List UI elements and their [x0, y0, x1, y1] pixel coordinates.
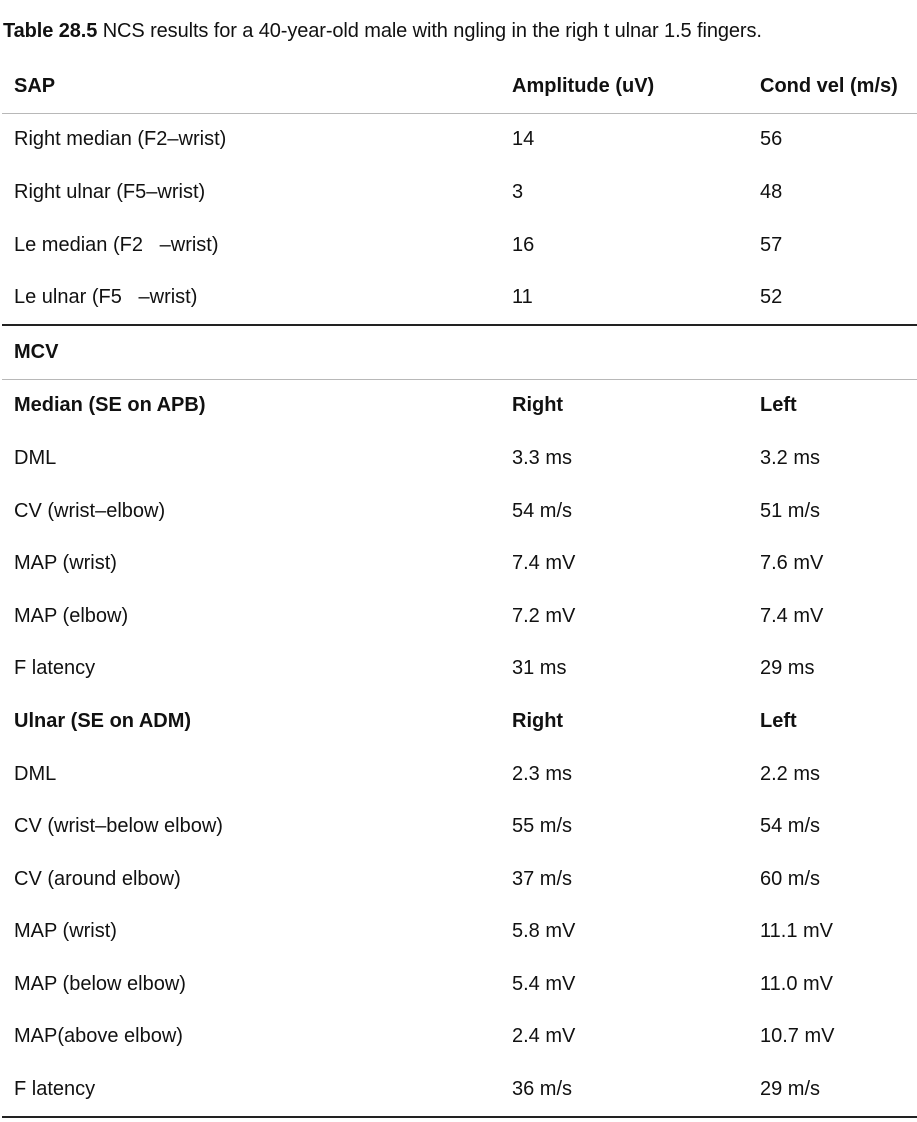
- row-label: F latency: [14, 657, 96, 680]
- cond-vel-value: 48: [760, 180, 783, 203]
- right-value: 37 m/s: [512, 867, 573, 890]
- row-label: F latency: [14, 1078, 96, 1101]
- left-value: 10.7 mV: [760, 1025, 835, 1048]
- table-row: [2, 958, 917, 1011]
- cond-vel-value: 52: [760, 286, 783, 309]
- left-column-header: Left: [760, 709, 797, 732]
- table-row: [2, 748, 917, 801]
- row-label: DML: [14, 446, 57, 469]
- cond-vel-value: 56: [760, 128, 783, 151]
- table-row: [2, 271, 917, 324]
- row-label: MAP (elbow): [14, 604, 129, 627]
- right-value: 5.4 mV: [512, 972, 576, 995]
- right-value: 31 ms: [512, 657, 567, 680]
- amplitude-value: 16: [512, 233, 535, 256]
- table-caption: [3, 17, 915, 45]
- left-value: 51 m/s: [760, 499, 821, 522]
- row-label: DML: [14, 762, 57, 785]
- ulnar-subheader: Ulnar (SE on ADM): [14, 709, 192, 732]
- median-header-row: [2, 380, 917, 433]
- table-row: [2, 432, 917, 485]
- left-value: 3.2 ms: [760, 446, 821, 469]
- right-value: 2.4 mV: [512, 1025, 576, 1048]
- amplitude-value: 14: [512, 128, 535, 151]
- left-column-header: Left: [760, 394, 797, 417]
- row-label: CV (wrist–below elbow): [14, 815, 223, 838]
- row-label: MAP (wrist): [14, 552, 117, 575]
- right-value: 7.2 mV: [512, 604, 576, 627]
- table-caption-label: Table 28.5: [3, 20, 98, 42]
- row-label: Right median (F2–wrist): [14, 128, 227, 151]
- row-label: Le ulnar (F5 –wrist): [14, 286, 198, 309]
- left-value: 60 m/s: [760, 867, 821, 890]
- table-row: [2, 219, 917, 272]
- row-label: MAP (below elbow): [14, 972, 186, 995]
- table-row: [2, 1011, 917, 1064]
- left-value: 54 m/s: [760, 815, 821, 838]
- left-value: 29 m/s: [760, 1078, 821, 1101]
- right-value: 7.4 mV: [512, 552, 576, 575]
- right-value: 3.3 ms: [512, 446, 573, 469]
- row-label: Le median (F2 –wrist): [14, 233, 219, 256]
- cond-vel-value: 57: [760, 233, 783, 256]
- right-value: 36 m/s: [512, 1078, 573, 1101]
- sap-column-header: SAP: [14, 74, 56, 97]
- left-value: 11.0 mV: [760, 972, 833, 995]
- table-row: [2, 537, 917, 590]
- table-row: [2, 166, 917, 219]
- row-label: CV (wrist–elbow): [14, 499, 166, 522]
- mcv-section-title: MCV: [14, 340, 59, 363]
- table-caption-text: NCS results for a 40-year-old male with ngling in the righ t ulnar 1.5 fingers.: [102, 20, 762, 42]
- row-label: MAP(above elbow): [14, 1025, 183, 1048]
- cond-vel-column-header: Cond vel (m/s): [760, 74, 898, 97]
- right-value: 5.8 mV: [512, 920, 576, 943]
- left-value: 29 ms: [760, 657, 815, 680]
- table-row: [2, 800, 917, 853]
- row-label: Right ulnar (F5–wrist): [14, 180, 206, 203]
- left-value: 7.4 mV: [760, 604, 824, 627]
- table-row: [2, 853, 917, 906]
- left-value: 11.1 mV: [760, 920, 833, 943]
- mcv-section-row: [2, 326, 917, 379]
- left-value: 2.2 ms: [760, 762, 821, 785]
- right-column-header: Right: [512, 394, 564, 417]
- table-row: [2, 485, 917, 538]
- amplitude-column-header: Amplitude (uV): [512, 74, 655, 97]
- table-row: [2, 643, 917, 696]
- row-label: CV (around elbow): [14, 867, 181, 890]
- sap-header-row: [2, 60, 917, 113]
- right-value: 54 m/s: [512, 499, 573, 522]
- table-row: [2, 114, 917, 167]
- amplitude-value: 3: [512, 180, 524, 203]
- ncs-results-table: [2, 60, 917, 1118]
- amplitude-value: 11: [512, 286, 533, 309]
- table-bottom-rule: [2, 1116, 917, 1118]
- table-row: [2, 906, 917, 959]
- left-value: 7.6 mV: [760, 552, 824, 575]
- ulnar-header-row: [2, 695, 917, 748]
- median-subheader: Median (SE on APB): [14, 394, 206, 417]
- table-row: [2, 590, 917, 643]
- table-row: [2, 1063, 917, 1116]
- right-column-header: Right: [512, 709, 564, 732]
- right-value: 55 m/s: [512, 815, 573, 838]
- row-label: MAP (wrist): [14, 920, 117, 943]
- right-value: 2.3 ms: [512, 762, 573, 785]
